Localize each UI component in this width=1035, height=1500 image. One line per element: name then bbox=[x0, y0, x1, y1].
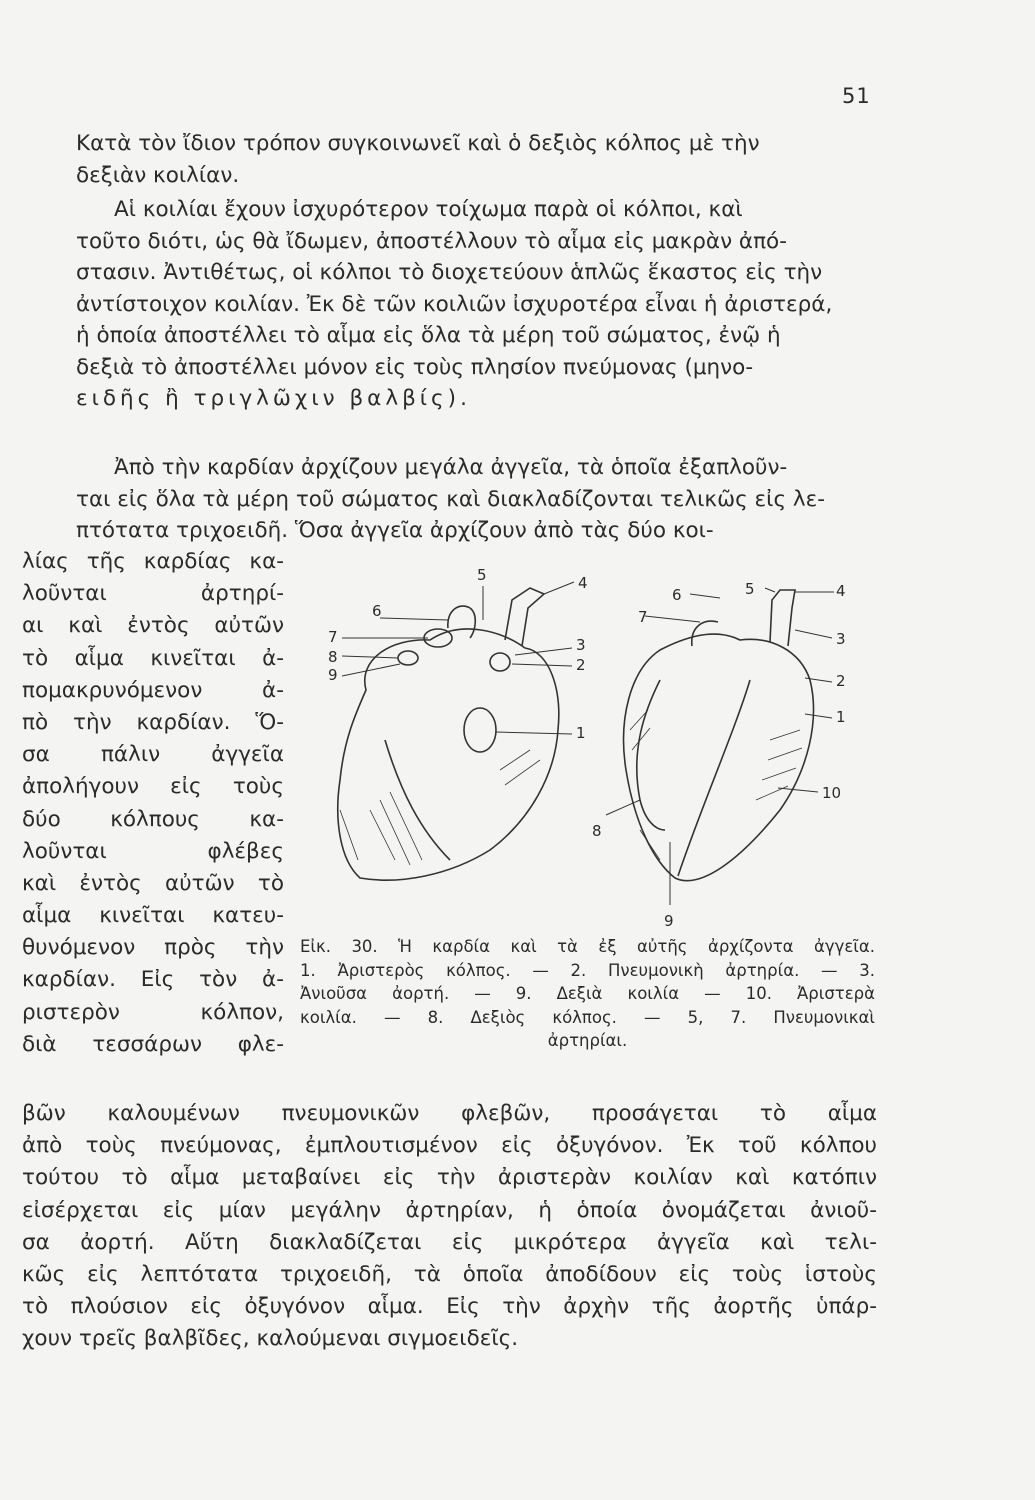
text-line: εἰσέρχεται εἰς μίαν μεγάλην ἀρτηρίαν, ἡ ὁποία ὀνομάζεται ἀνιοῦ- bbox=[22, 1197, 877, 1223]
heart-outline-front bbox=[624, 634, 814, 881]
leader-lines-right bbox=[606, 588, 834, 905]
caption-line: ἀρτηρίαι. bbox=[547, 1031, 628, 1050]
caption-line: κοιλία. — 8. Δεξιὸς κόλπος. — 5, 7. Πνευμονικαὶ bbox=[300, 1007, 875, 1027]
text-line: ἀπολήγουν εἰς τοὺς bbox=[22, 774, 284, 800]
vessel-8 bbox=[398, 651, 418, 665]
label-9-right: 9 bbox=[664, 912, 674, 930]
vessels-paragraph bbox=[76, 452, 876, 547]
vessel-3 bbox=[490, 653, 510, 671]
text-line: χουν τρεῖς βαλβῖδες, καλούμεναι σιγμοειδεῖς. bbox=[22, 1326, 519, 1352]
text-line: καὶ ἐντὸς αὐτῶν τὸ bbox=[22, 870, 284, 896]
hatching bbox=[340, 750, 540, 865]
text-line: θυνόμενον πρὸς τὴν bbox=[22, 935, 284, 961]
label-1-left: 1 bbox=[576, 724, 586, 742]
text-line: καρδίαν. Εἰς τὸν ἀ- bbox=[22, 967, 284, 993]
text-line: λοῦνται φλέβες bbox=[22, 838, 284, 864]
vessel-4 bbox=[505, 588, 544, 646]
text-line: λοῦνται ἀρτηρί- bbox=[22, 581, 284, 607]
text-line: ριστερὸν κόλπον, bbox=[22, 999, 284, 1025]
label-3-right: 3 bbox=[836, 630, 846, 648]
text-line: σα πάλιν ἀγγεῖα bbox=[22, 742, 284, 768]
text-line: βῶν καλουμένων πνευμονικῶν φλεβῶν, προσάγεται τὸ αἷμα bbox=[22, 1101, 877, 1126]
heart-back-view bbox=[338, 588, 559, 880]
caption-line: 1. Ἀριστερὸς κόλπος. — 2. Πνευμονικὴ ἀρτηρία. — 3. bbox=[300, 960, 875, 980]
left-atrium-opening bbox=[464, 708, 496, 752]
heart-illustration bbox=[300, 560, 880, 940]
label-10-right: 10 bbox=[822, 784, 842, 802]
label-5-right: 5 bbox=[745, 580, 755, 598]
text-line: Ἀπὸ τὴν καρδίαν ἀρχίζουν μεγάλα ἀγγεῖα, τὰ ὁποῖα ἐξαπλοῦν- bbox=[114, 455, 788, 480]
bottom-paragraph bbox=[22, 1098, 877, 1356]
text-line: τούτου τὸ αἷμα μεταβαίνει εἰς τὴν ἀριστερὰν κοιλίαν καὶ κατόπιν bbox=[22, 1165, 877, 1191]
text-line: ἀπὸ τοὺς πνεύμονας, ἐμπλουτισμένον εἰς ὀξυγόνον. Ἐκ τοῦ κόλπου bbox=[22, 1133, 877, 1159]
figure-caption bbox=[300, 935, 875, 1053]
text-line: πομακρυνόμενον ἀ- bbox=[22, 677, 284, 703]
caption-line: Εἰκ. 30. Ἡ καρδία καὶ τὰ ἐξ αὐτῆς ἀρχίζοντα ἀγγεῖα. bbox=[300, 937, 875, 956]
vessel-7 bbox=[424, 629, 452, 647]
label-3-left: 3 bbox=[576, 636, 586, 654]
label-5-left: 5 bbox=[477, 566, 487, 584]
text-line: δύο κόλπους κα- bbox=[22, 806, 284, 832]
label-2-right: 2 bbox=[836, 672, 846, 690]
label-2-left: 2 bbox=[576, 656, 586, 674]
label-7-right: 7 bbox=[638, 608, 648, 626]
label-4-left: 4 bbox=[578, 574, 588, 592]
aorta-front bbox=[770, 590, 795, 646]
text-line: δεξιὰ τὸ ἀποστέλλει μόνον εἰς τοὺς πλησίον πνεύμονας (μηνο- bbox=[76, 354, 754, 380]
text-line: αι καὶ ἐντὸς αὐτῶν bbox=[22, 613, 284, 639]
heart-outline bbox=[338, 629, 559, 880]
text-line: σα ἀορτή. Αὕτη διακλαδίζεται εἰς μικρότερα ἀγγεῖα καὶ τελι- bbox=[22, 1229, 877, 1255]
ventricles-paragraph bbox=[76, 194, 876, 415]
label-7-left: 7 bbox=[328, 628, 338, 646]
text-line: κῶς εἰς λεπτότατα τριχοειδῆ, τὰ ὁποῖα ἀποδίδουν εἰς τοὺς ἱστοὺς bbox=[22, 1261, 877, 1287]
text-line: ειδῆς ἢ τριγλῶχιν βαλβίς). bbox=[76, 386, 471, 411]
text-line: στασιν. Ἀντιθέτως, οἱ κόλποι τὸ διοχετεύουν ἁπλῶς ἕκαστος εἰς τὴν bbox=[76, 260, 823, 285]
text-line: τὸ πλούσιον εἰς ὀξυγόνον αἷμα. Εἰς τὴν ἀρχὴν τῆς ἀορτῆς ὑπάρ- bbox=[22, 1294, 877, 1320]
heart-front-view bbox=[624, 590, 814, 881]
label-8-left: 8 bbox=[328, 648, 338, 666]
surface-line bbox=[385, 740, 450, 860]
narrow-column-text bbox=[22, 546, 284, 1061]
text-line: πτότατα τριχοειδῆ. Ὅσα ἀγγεῖα ἀρχίζουν ἀπὸ τὰς δύο κοι- bbox=[76, 518, 714, 543]
text-line: διὰ τεσσάρων φλε- bbox=[22, 1031, 284, 1057]
text-line: αἷμα κινεῖται κατευ- bbox=[22, 903, 284, 929]
vessel-6 bbox=[448, 606, 475, 638]
hatching-front bbox=[630, 710, 802, 860]
text-line: δεξιὰν κοιλίαν. bbox=[76, 162, 240, 188]
right-atrium-outline bbox=[637, 680, 665, 830]
text-line: πὸ τὴν καρδίαν. Ὅ- bbox=[22, 709, 284, 735]
intro-paragraph bbox=[76, 128, 876, 191]
interventricular-line bbox=[678, 680, 750, 876]
text-line: λίας τῆς καρδίας κα- bbox=[22, 549, 284, 574]
label-4-right: 4 bbox=[836, 582, 846, 600]
label-6-left: 6 bbox=[372, 602, 382, 620]
text-line: Κατὰ τὸν ἴδιον τρόπον συγκοινωνεῖ καὶ ὁ δεξιὸς κόλπος μὲ τὴν bbox=[76, 131, 760, 156]
heart-figure bbox=[300, 560, 880, 940]
text-line: ἀντίστοιχον κοιλίαν. Ἐκ δὲ τῶν κοιλιῶν ἰσχυροτέρα εἶναι ἡ ἀριστερά, bbox=[76, 291, 833, 317]
text-line: Αἱ κοιλίαι ἔχουν ἰσχυρότερον τοίχωμα παρὰ οἱ κόλποι, καὶ bbox=[114, 197, 743, 222]
text-line: ται εἰς ὅλα τὰ μέρη τοῦ σώματος καὶ διακλαδίζονται τελικῶς εἰς λε- bbox=[76, 486, 826, 512]
label-6-right: 6 bbox=[672, 586, 682, 604]
caption-line: Ἀνιοῦσα ἀορτή. — 9. Δεξιὰ κοιλία — 10. Ἀριστερὰ bbox=[300, 984, 875, 1003]
text-line: τὸ αἷμα κινεῖται ἀ- bbox=[22, 645, 284, 671]
label-9-left: 9 bbox=[328, 666, 338, 684]
label-8-right: 8 bbox=[592, 822, 602, 840]
label-1-right: 1 bbox=[836, 708, 846, 726]
text-line: τοῦτο διότι, ὡς θὰ ἴδωμεν, ἀποστέλλουν τὸ αἷμα εἰς μακρὰν ἀπό- bbox=[76, 228, 787, 254]
text-line: ἡ ὁποία ἀποστέλλει τὸ αἷμα εἰς ὅλα τὰ μέρη τοῦ σώματος, ἐνῷ ἡ bbox=[76, 323, 781, 348]
page-number: 51 bbox=[842, 84, 871, 108]
